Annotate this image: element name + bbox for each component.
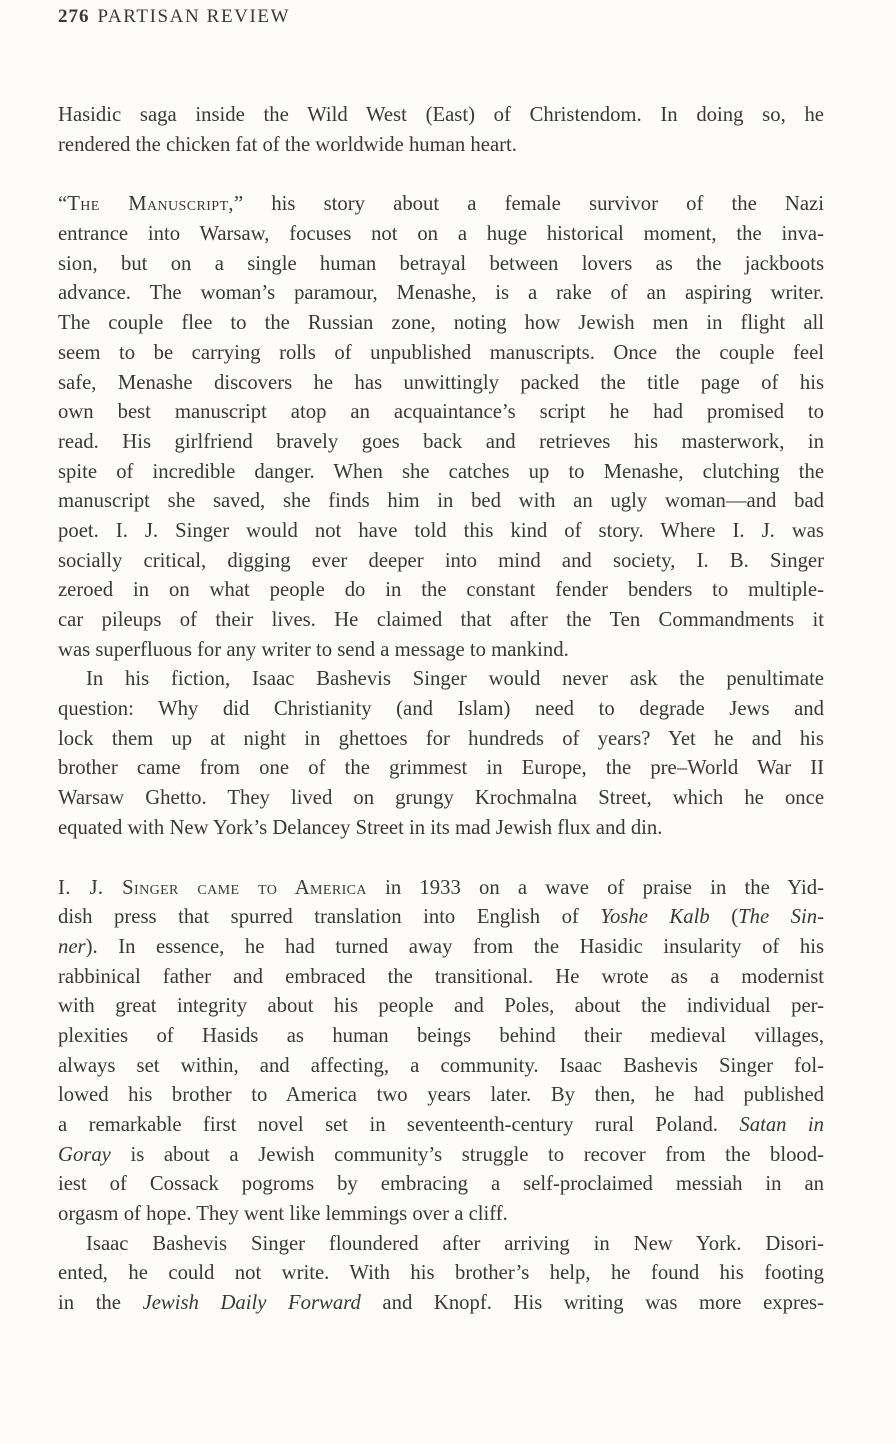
text-run: dish press that spurred translation into English of xyxy=(58,906,601,929)
italic-title: Jewish Daily Forward xyxy=(142,1292,361,1315)
text-run: equated with New York’s Delancey Street in its mad Jewish flux and din. xyxy=(58,816,663,839)
text-run: manuscript she saved, she finds him in bed with an ugly woman—and bad xyxy=(58,490,824,513)
text-line xyxy=(58,1230,824,1260)
italic-title: The Sin- xyxy=(738,906,825,929)
paragraph xyxy=(58,665,824,843)
text-run: Isaac Bashevis Singer floundered after arriving in New York. Disori- xyxy=(86,1232,824,1255)
text-run: ented, he could not write. With his brother’s help, he found his footing xyxy=(58,1262,824,1285)
text-line xyxy=(58,309,824,339)
text-run: plexities of Hasids as human beings behind their medieval villages, xyxy=(58,1024,824,1047)
text-line xyxy=(58,487,824,517)
text-line xyxy=(58,339,824,369)
text-line xyxy=(58,1081,824,1111)
text-run: ). In essence, he had turned away from the Hasidic insularity of his xyxy=(85,935,824,958)
body-text xyxy=(58,101,824,1319)
italic-title: Yoshe Kalb xyxy=(600,906,710,929)
text-line xyxy=(58,933,824,963)
text-run: lowed his brother to America two years later. By then, he had published xyxy=(58,1084,824,1107)
text-run: brother came from one of the grimmest in Europe, the pre–World War II xyxy=(58,757,824,780)
text-line xyxy=(58,695,824,725)
text-line xyxy=(58,250,824,280)
text-run: ” his story about a female survivor of the Nazi xyxy=(234,193,824,216)
text-run: car pileups of their lives. He claimed that after the Ten Commandments it xyxy=(58,609,824,631)
paragraph xyxy=(58,190,824,665)
text-run: advance. The woman’s paramour, Menashe, is a rake of an aspiring writer. xyxy=(58,282,824,305)
journal-title: PARTISAN REVIEW xyxy=(97,6,291,27)
text-run: rendered the chicken fat of the worldwide human heart. xyxy=(58,133,517,156)
text-line xyxy=(58,963,824,993)
text-run: iest of Cossack pogroms by embracing a self-proclaimed messiah in an xyxy=(58,1173,824,1196)
text-line xyxy=(58,636,824,666)
text-run: orgasm of hope. They went like lemmings over a cliff. xyxy=(58,1203,508,1226)
text-run: a remarkable first novel set in seventeenth-century rural Poland. xyxy=(58,1114,740,1136)
text-run: in the xyxy=(58,1292,143,1315)
text-line xyxy=(58,725,824,755)
text-line xyxy=(58,1200,824,1230)
text-run: in 1933 on a wave of praise in the Yid- xyxy=(366,876,824,899)
running-header xyxy=(58,6,290,28)
text-line xyxy=(58,992,824,1022)
text-run: zeroed in on what people do in the constant fender benders to multiple- xyxy=(58,579,824,602)
text-line xyxy=(58,458,824,488)
text-line xyxy=(58,517,824,547)
text-run: was superfluous for any writer to send a message to mankind. xyxy=(58,638,569,661)
small-caps-run: The Manuscript, xyxy=(67,193,234,216)
text-line xyxy=(58,665,824,695)
text-run: lock them up at night in ghettoes for hundreds of years? Yet he and his xyxy=(58,727,824,750)
text-line xyxy=(58,903,824,933)
text-run: In his fiction, Isaac Bashevis Singer would never ask the penultimate xyxy=(86,668,824,691)
text-run: own best manuscript atop an acquaintance’s script he had promised to xyxy=(58,401,824,424)
paragraph xyxy=(58,101,824,160)
text-run: socially critical, digging ever deeper into mind and society, I. B. Singer xyxy=(58,549,824,572)
text-run: always set within, and affecting, a community. Isaac Bashevis Singer fol- xyxy=(58,1054,824,1077)
text-run: sion, but on a single human betrayal between lovers as the jackboots xyxy=(58,252,824,275)
text-run: Hasidic saga inside the Wild West (East) of Christendom. In doing so, he xyxy=(58,104,824,126)
text-line xyxy=(58,1141,824,1171)
text-run: rabbinical father and embraced the transitional. He wrote as a modernist xyxy=(58,965,824,988)
text-run: spite of incredible danger. When she catches up to Menashe, clutching the xyxy=(58,460,824,483)
text-run: poet. I. J. Singer would not have told this kind of story. Where I. J. was xyxy=(58,519,824,542)
text-run: seem to be carrying rolls of unpublished manuscripts. Once the couple feel xyxy=(58,341,824,364)
text-line xyxy=(58,784,824,814)
text-run: entrance into Warsaw, focuses not on a huge historical moment, the inva- xyxy=(58,223,824,246)
text-run: is about a Jewish community’s struggle to recover from the blood- xyxy=(110,1143,824,1166)
text-run: “ xyxy=(58,193,68,216)
text-run: read. His girlfriend bravely goes back and retrieves his masterwork, in xyxy=(58,430,824,453)
paragraph xyxy=(58,1230,824,1319)
section-break xyxy=(58,844,824,874)
text-line xyxy=(58,398,824,428)
text-line xyxy=(58,190,824,220)
text-line xyxy=(58,1111,824,1141)
text-line xyxy=(58,1170,824,1200)
text-line xyxy=(58,369,824,399)
text-run: and Knopf. His writing was more expres- xyxy=(360,1292,824,1315)
text-line xyxy=(58,1259,824,1289)
text-run: question: Why did Christianity (and Islam) need to degrade Jews and xyxy=(58,698,824,721)
italic-title: Goray xyxy=(58,1143,111,1166)
text-run: Warsaw Ghetto. They lived on grungy Krochmalna Street, which he once xyxy=(58,787,824,810)
text-line xyxy=(58,279,824,309)
text-line xyxy=(58,547,824,577)
text-line xyxy=(58,1289,824,1319)
text-line xyxy=(58,1022,824,1052)
text-run: with great integrity about his people and Poles, about the individual per- xyxy=(58,995,824,1018)
text-line xyxy=(58,754,824,784)
text-line xyxy=(58,606,824,636)
text-run: safe, Menashe discovers he has unwittingly packed the title page of his xyxy=(58,371,824,394)
italic-title: Satan in xyxy=(739,1114,824,1136)
text-line xyxy=(58,428,824,458)
section-break xyxy=(58,160,824,190)
text-line xyxy=(58,1052,824,1082)
italic-title: ner xyxy=(58,935,86,958)
small-caps-run: I. J. Singer came to America xyxy=(58,876,367,899)
page-number: 276 xyxy=(58,6,90,27)
text-line xyxy=(58,220,824,250)
text-line xyxy=(58,814,824,844)
text-line xyxy=(58,131,824,161)
text-line xyxy=(58,576,824,606)
text-run: The couple flee to the Russian zone, noting how Jewish men in flight all xyxy=(58,312,824,335)
text-line xyxy=(58,101,824,131)
text-line xyxy=(58,874,824,904)
paragraph xyxy=(58,874,824,1230)
text-run: ( xyxy=(709,906,739,929)
